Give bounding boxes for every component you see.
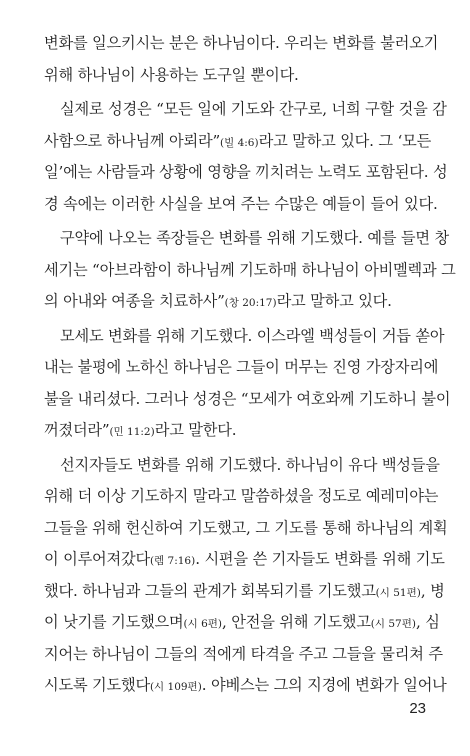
scripture-reference: (시 6편) [183, 618, 222, 630]
line-text: 세기는 “아브라함이 하나님께 기도하매 하나님이 아비멜렉과 그 [44, 260, 456, 279]
line-text: 의 아내와 여종을 치료하사” [44, 292, 225, 310]
scripture-reference: (빌 4:6) [220, 136, 259, 149]
text-line [44, 384, 451, 416]
scripture-reference: (시 51편) [375, 586, 421, 599]
text-line [44, 481, 439, 513]
text-line [44, 28, 439, 60]
text-line [44, 670, 447, 702]
text-line [44, 352, 439, 384]
scripture-reference: (렘 7:16) [149, 555, 196, 567]
scripture-reference: (민 11:2) [109, 426, 155, 438]
text-line [44, 321, 445, 353]
line-text: , 심 [415, 613, 440, 631]
text-line [44, 639, 443, 671]
line-text: . 시편을 쓴 기자들도 변화를 위해 기도 [195, 550, 445, 568]
text-line [44, 94, 447, 126]
scripture-reference: (시 57편) [370, 618, 416, 630]
line-text: 경 속에는 이러한 사실을 보여 주는 수많은 예들이 들어 있다. [44, 194, 438, 213]
line-text: 실제로 성경은 “모든 일에 기도와 간구로, 너희 구할 것을 감 [60, 100, 447, 118]
text-line [44, 607, 440, 639]
line-text: 모세도 변화를 위해 기도했다. 이스라엘 백성들이 거듭 쏟아 [60, 326, 445, 345]
text-line [44, 415, 428, 447]
line-text: 이 낫기를 기도했으며 [44, 613, 184, 631]
line-text: 지어는 하나님이 그들의 적에게 타격을 주고 그들을 물리쳐 주 [44, 644, 443, 663]
line-text: 라고 말하고 있다. [276, 292, 392, 310]
text-line [44, 255, 456, 287]
text-line [44, 157, 448, 189]
line-text: 내는 불평에 노하신 하나님은 그들이 머무는 진영 가장자리에 [44, 358, 439, 376]
line-text: 했다. 하나님과 그들의 관계가 회복되기를 기도했고 [44, 581, 376, 600]
text-line [44, 223, 449, 255]
line-text: 일’에는 사람들과 상황에 영향을 끼치려는 노력도 포함된다. 성 [44, 163, 448, 181]
line-text: , 안전을 위해 기도했고 [222, 613, 371, 631]
text-line [44, 513, 448, 545]
line-text: 라고 말한다. [154, 421, 237, 439]
line-text: 라고 말하고 있다. 그 ‘모든 [258, 131, 432, 150]
line-text: . 야베스는 그의 지경에 변화가 일어나 [201, 676, 447, 694]
line-text: 불을 내리셨다. 그러나 성경은 “모세가 여호와께 기도하니 불이 [44, 389, 451, 408]
line-text: 꺼졌더라” [44, 421, 110, 439]
text-line [44, 286, 428, 318]
book-page-text [44, 28, 456, 702]
line-text: 시도록 기도했다 [44, 676, 150, 694]
text-line [44, 576, 445, 608]
text-line [44, 189, 438, 221]
line-text: 위해 하나님이 사용하는 도구일 뿐이다. [44, 65, 299, 84]
scripture-reference: (창 20:17) [224, 297, 277, 309]
line-text: 위해 더 이상 기도하지 말라고 말씀하셨을 정도로 예레미야는 [44, 487, 439, 505]
line-text: , 병 [420, 581, 445, 600]
text-line [44, 126, 432, 158]
text-line [44, 60, 428, 92]
line-text: 이 이루어져갔다 [44, 550, 150, 568]
scripture-reference: (시 109편) [149, 681, 202, 693]
line-text: 사함으로 하나님께 아뢰라” [44, 131, 221, 150]
line-text: 변화를 일으키시는 분은 하나님이다. 우리는 변화를 불러오기 [44, 34, 439, 52]
text-line [44, 450, 440, 482]
line-text: 구약에 나오는 족장들은 변화를 위해 기도했다. 예를 들면 창 [60, 229, 449, 247]
text-line [44, 544, 445, 576]
page-number: 23 [409, 700, 426, 717]
line-text: 선지자들도 변화를 위해 기도했다. 하나님이 유다 백성들을 [60, 455, 440, 474]
line-text: 그들을 위해 헌신하여 기도했고, 그 기도를 통해 하나님의 계획 [44, 518, 448, 537]
